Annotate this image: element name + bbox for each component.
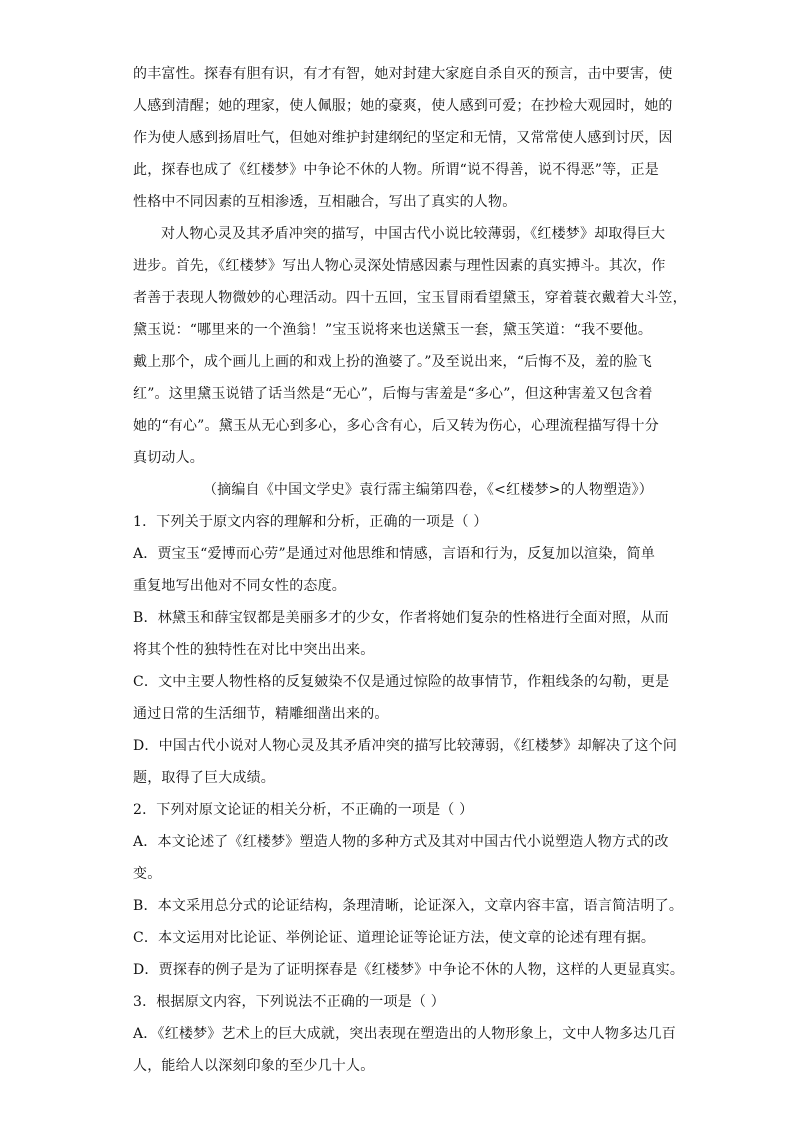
paragraph-tanchun	[133, 58, 673, 218]
option-c: C．本文运用对比论证、举例论证、道理论证等论证方法，使文章的论述有理有据。	[133, 930, 656, 946]
option-a: A．《红楼梦》艺术上的巨大成就，突出表现在塑造出的人物形象上，文中人物多达几百	[133, 1026, 676, 1042]
text-line: 对人物心灵及其矛盾冲突的描写，中国古代小说比较薄弱，《红楼梦》却取得巨大	[161, 226, 666, 242]
option-d: D．贾探春的例子是为了证明探春是《红楼梦》中争论不休的人物，这样的人更显真实。	[133, 962, 685, 978]
option-b: B．本文采用总分式的论证结构，条理清晰，论证深入，文章内容丰富，语言简洁明了。	[133, 898, 684, 914]
paragraph-psychology	[133, 218, 687, 474]
text-line: 她的“有心”。黛玉从无心到多心，多心含有心，后又转为伤心，心理流程描写得十分	[133, 418, 659, 434]
option-b: B．林黛玉和薛宝钗都是美丽多才的少女，作者将她们复杂的性格进行全面对照，从而	[133, 610, 669, 626]
question-1	[133, 506, 678, 794]
option-c: C．文中主要人物性格的反复皴染不仅是通过惊险的故事情节，作粗线条的勾勒，更是	[133, 674, 670, 690]
option-a: A．贾宝玉“爱博而心劳”是通过对他思维和情感，言语和行为，反复加以渲染，简单	[133, 546, 656, 562]
text-line: 戴上那个，成个画儿上画的和戏上扮的渔婆了。”及至说出来，“后悔不及，羞的脸飞	[133, 354, 652, 370]
text-line: 红”。这里黛玉说错了话当然是“无心”，后悔与害羞是“多心”，但这种害羞又包含着	[133, 386, 653, 402]
question-stem: 2．下列对原文论证的相关分析，不正确的一项是（ ）	[133, 802, 474, 818]
text-line: 作为使人感到扬眉吐气，但她对维护封建纲纪的坚定和无情，又常常使人感到讨厌，因	[133, 130, 673, 146]
text-line: 进步。首先，《红楼梦》写出人物心灵深处情感因素与理性因素的真实搏斗。其次，作	[133, 258, 666, 274]
text-line: 者善于表现人物微妙的心理活动。四十五回，宝玉冒雨看望黛玉，穿着蓑衣戴着大斗笠，	[133, 290, 687, 306]
option-d-cont: 题，取得了巨大成绩。	[133, 770, 275, 786]
option-d: D．中国古代小说对人物心灵及其矛盾冲突的描写比较薄弱，《红楼梦》却解决了这个问	[133, 738, 678, 754]
text-line: 真切动人。	[133, 450, 204, 466]
question-2	[133, 794, 685, 986]
text-line: 人感到清醒；她的理家，使人佩服；她的豪爽，使人感到可爱；在抄检大观园时，她的	[133, 98, 673, 114]
text-line: 此，探春也成了《红楼梦》中争论不休的人物。所谓“说不得善，说不得恶”等，正是	[133, 162, 659, 178]
option-b-cont: 将其个性的独特性在对比中突出出来。	[133, 642, 375, 658]
source-citation: （摘编自《中国文学史》袁行霈主编第四卷，《<红楼梦>的人物塑造》）	[202, 482, 653, 498]
question-stem: 1．下列关于原文内容的理解和分析，正确的一项是（ ）	[133, 514, 488, 530]
option-a-cont: 人，能给人以深刻印象的至少几十人。	[133, 1058, 375, 1074]
document-page	[133, 58, 687, 1082]
option-c-cont: 通过日常的生活细节，精雕细凿出来的。	[133, 706, 389, 722]
option-a-cont: 变。	[133, 866, 162, 882]
question-stem: 3．根据原文内容，下列说法不正确的一项是（ ）	[133, 994, 445, 1010]
text-line: 的丰富性。探春有胆有识，有才有智，她对封建大家庭自杀自灭的预言，击中要害，使	[133, 66, 673, 82]
text-line: 黛玉说：“哪里来的一个渔翁！”宝玉说将来也送黛玉一套，黛玉笑道：“我不要他。	[133, 322, 653, 338]
option-a: A．本文论述了《红楼梦》塑造人物的多种方式及其对中国古代小说塑造人物方式的改	[133, 834, 669, 850]
question-3	[133, 986, 676, 1082]
text-line: 性格中不同因素的互相渗透，互相融合，写出了真实的人物。	[133, 194, 517, 210]
option-a-cont: 重复地写出他对不同女性的态度。	[133, 578, 346, 594]
